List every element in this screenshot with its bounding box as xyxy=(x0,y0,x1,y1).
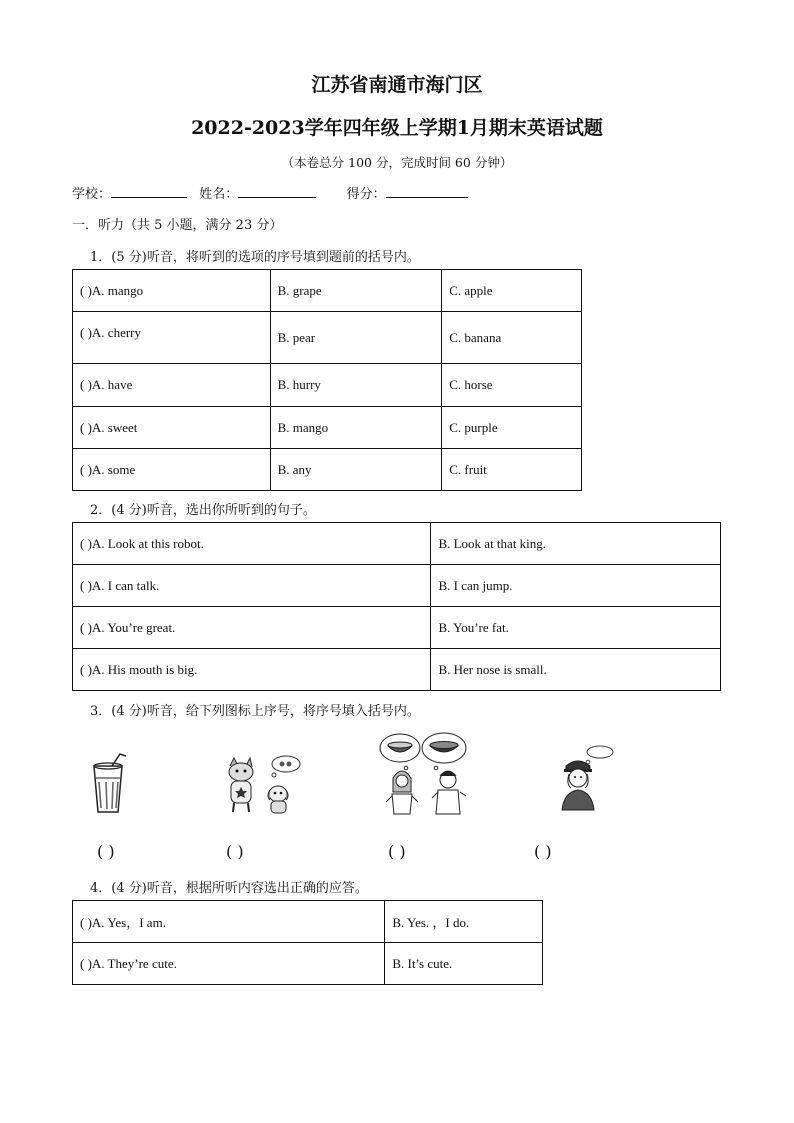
q1-row1-a[interactable]: ( )A. mango xyxy=(73,270,271,312)
q2-row1-b: B. Look at that king. xyxy=(431,523,721,565)
q2-row3-b: B. You’re fat. xyxy=(431,607,721,649)
table-row xyxy=(73,901,543,943)
q2-prompt: 2．(4 分)听音，选出你所听到的句子。 xyxy=(90,503,316,518)
q1-row5-c: C. fruit xyxy=(442,449,582,491)
girl-thinking-icon xyxy=(556,744,616,814)
q2-row4-a[interactable]: ( )A. His mouth is big. xyxy=(73,649,431,691)
q3-answer-1[interactable]: ( ) xyxy=(97,842,115,861)
q4-row1-a[interactable]: ( )A. Yes，I am. xyxy=(73,901,385,943)
q1-row2-a[interactable]: ( )A. cherry xyxy=(73,312,271,364)
table-row xyxy=(73,449,582,491)
q1-row4-a[interactable]: ( )A. sweet xyxy=(73,407,271,449)
q1-row1-b: B. grape xyxy=(270,270,442,312)
two-people-bowls-icon xyxy=(378,732,478,816)
title-region: 江苏省南通市海门区 xyxy=(311,74,483,96)
q3-answer-4[interactable]: ( ) xyxy=(534,842,552,861)
q1-row2-c: C. banana xyxy=(442,312,582,364)
table-row xyxy=(73,523,721,565)
q4-table xyxy=(72,900,543,985)
q2-table xyxy=(72,522,721,691)
q2-row3-a[interactable]: ( )A. You’re great. xyxy=(73,607,431,649)
section-listening-heading: 一．听力（共 5 小题，满分 23 分） xyxy=(72,218,283,233)
table-row xyxy=(73,407,582,449)
subtitle-score-time: （本卷总分 100 分，完成时间 60 分钟） xyxy=(281,155,513,170)
table-row xyxy=(73,312,582,364)
q4-prompt: 4．(4 分)听音，根据所听内容选出正确的应答。 xyxy=(90,881,368,896)
score-blank[interactable] xyxy=(386,185,468,198)
q4-row2-b: B. It’s cute. xyxy=(385,943,543,985)
student-info-line xyxy=(72,183,468,202)
table-row xyxy=(73,649,721,691)
table-row xyxy=(73,943,543,985)
q1-row5-b: B. any xyxy=(270,449,442,491)
q1-prompt: 1．(5 分)听音，将听到的选项的序号填到题前的括号内。 xyxy=(90,250,420,265)
q1-row4-c: C. purple xyxy=(442,407,582,449)
q1-row1-c: C. apple xyxy=(442,270,582,312)
q1-table xyxy=(72,269,582,491)
q1-row2-b: B. pear xyxy=(270,312,442,364)
q2-row1-a[interactable]: ( )A. Look at this robot. xyxy=(73,523,431,565)
name-label: 姓名： xyxy=(199,187,239,202)
table-row xyxy=(73,607,721,649)
table-row xyxy=(73,364,582,407)
q3-answer-2[interactable]: ( ) xyxy=(226,842,244,861)
q2-row4-b: B. Her nose is small. xyxy=(431,649,721,691)
q4-row1-b: B. Yes. ，I do. xyxy=(385,901,543,943)
drink-glass-icon xyxy=(86,752,132,814)
table-row xyxy=(73,270,582,312)
q2-row2-a[interactable]: ( )A. I can talk. xyxy=(73,565,431,607)
q2-row2-b: B. I can jump. xyxy=(431,565,721,607)
q1-row5-a[interactable]: ( )A. some xyxy=(73,449,271,491)
table-row xyxy=(73,565,721,607)
cat-and-dog-icon xyxy=(216,754,306,816)
q4-row2-a[interactable]: ( )A. They’re cute. xyxy=(73,943,385,985)
q1-row3-a[interactable]: ( )A. have xyxy=(73,364,271,407)
q1-row4-b: B. mango xyxy=(270,407,442,449)
q3-prompt: 3．(4 分)听音，给下列图标上序号，将序号填入括号内。 xyxy=(90,704,420,719)
title-exam: 2022-2023学年四年级上学期1月期末英语试题 xyxy=(191,117,603,139)
q3-answer-3[interactable]: ( ) xyxy=(388,842,406,861)
q1-row3-c: C. horse xyxy=(442,364,582,407)
q1-row3-b: B. hurry xyxy=(270,364,442,407)
school-label: 学校： xyxy=(72,187,112,202)
school-blank[interactable] xyxy=(111,185,187,198)
score-label: 得分： xyxy=(346,187,386,202)
name-blank[interactable] xyxy=(238,185,316,198)
